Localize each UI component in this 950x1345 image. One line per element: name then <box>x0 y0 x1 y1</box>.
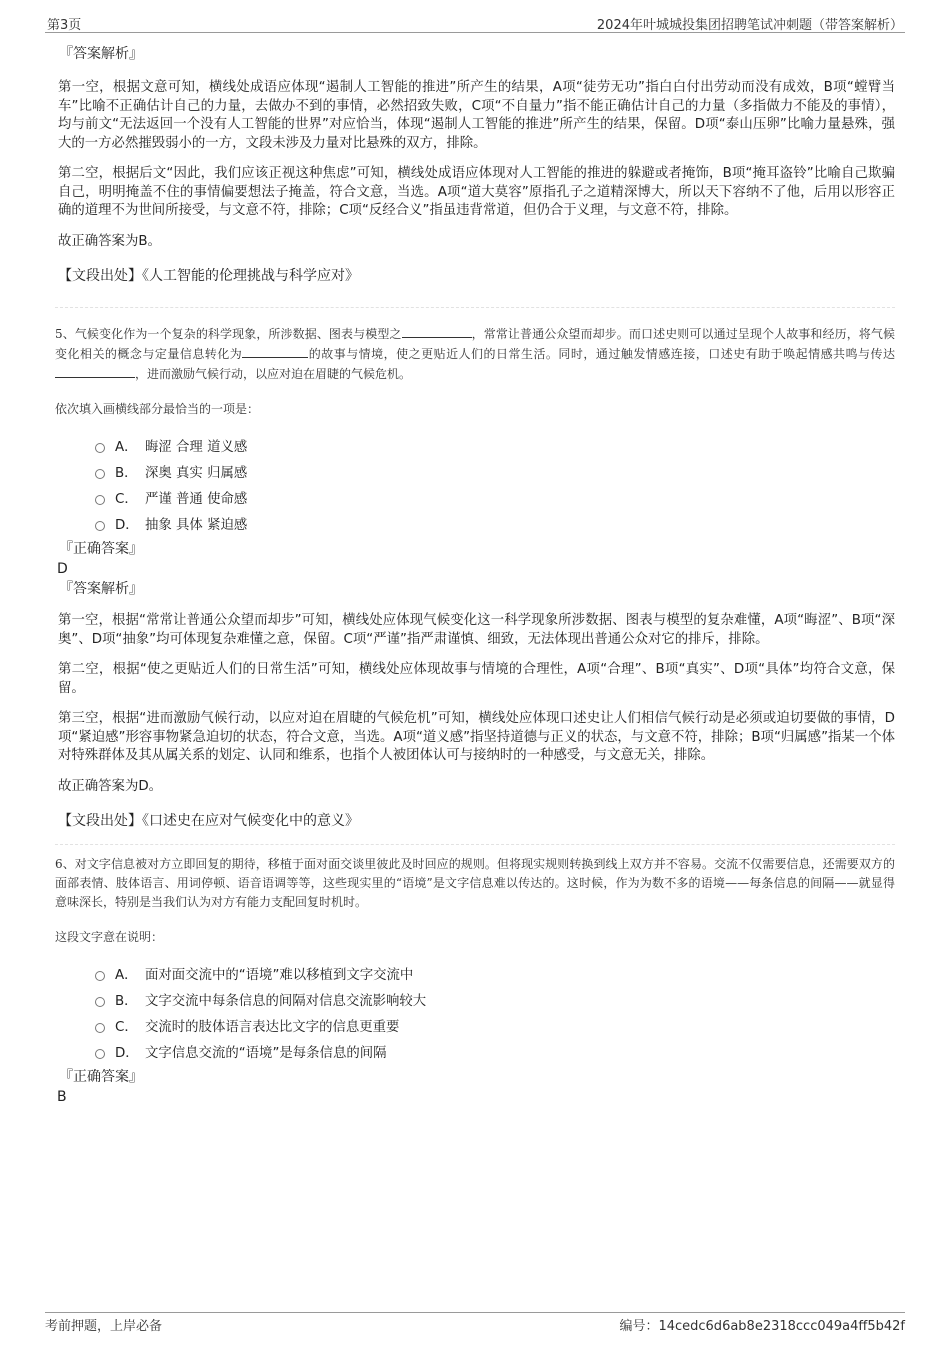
question-5 <box>55 324 895 830</box>
option-letter: B． <box>115 465 138 481</box>
correct-answer: B <box>57 1089 67 1105</box>
correct-answer-label: 『正确答案』 <box>59 541 143 557</box>
radio-icon[interactable] <box>95 971 105 981</box>
analysis-paragraph-2: 第二空，根据“使之更贴近人们的日常生活”可知，横线处应体现故事与情境的合理性，A项“合理”、B项“真实”、D项“具体”均符合文意，保留。 <box>58 662 895 696</box>
radio-icon[interactable] <box>95 443 105 453</box>
option-text: 严谨 普通 使命感 <box>145 491 248 507</box>
document-id: 编号：14cedc6d6ab8e2318ccc049a4ff5b42f <box>619 1319 905 1334</box>
q5-text-part: 5、气候变化作为一个复杂的科学现象，所涉数据、图表与模型之 <box>55 327 402 341</box>
page-header <box>45 10 905 33</box>
option-text: 面对面交流中的“语境”难以移植到文字交流中 <box>145 967 414 983</box>
radio-icon[interactable] <box>95 1023 105 1033</box>
option-a[interactable] <box>95 960 895 986</box>
option-b[interactable] <box>95 986 895 1012</box>
radio-icon[interactable] <box>95 521 105 531</box>
analysis-paragraph-2: 第二空，根据后文“因此，我们应该正视这种焦虑”可知，横线处成语应体现对人工智能的推进的躲避或者掩饰，B项“掩耳盗铃”比喻自己欺骗自己，明明掩盖不住的事情偏要想法子掩盖，符合文意，当选。A项“道大莫容”原指孔子之道精深博大，所以天下容纳不了他，后用以形容正确的道理不为世间所接受，与文意不符，排除；C项“反经合义”指虽违背常道，但仍合于义理，与文意不符，排除。 <box>58 166 895 218</box>
question-6-prompt: 这段文字意在说明： <box>55 930 164 944</box>
q4-analysis <box>55 45 895 285</box>
option-letter: A． <box>115 439 138 455</box>
question-5-prompt: 依次填入画横线部分最恰当的一项是： <box>55 402 260 416</box>
option-b[interactable] <box>95 458 895 484</box>
analysis-label: 『答案解析』 <box>59 46 143 62</box>
radio-icon[interactable] <box>95 469 105 479</box>
analysis-conclusion: 故正确答案为B。 <box>58 233 161 249</box>
page-number: 第3页 <box>47 18 82 33</box>
source-citation: 【文段出处】《口述史在应对气候变化中的意义》 <box>58 813 359 829</box>
radio-icon[interactable] <box>95 495 105 505</box>
option-letter: B． <box>115 993 138 1009</box>
option-c[interactable] <box>95 1012 895 1038</box>
question-6 <box>55 855 895 1106</box>
footer-slogan: 考前押题，上岸必备 <box>45 1319 163 1334</box>
analysis-conclusion: 故正确答案为D。 <box>58 778 163 794</box>
fill-blank <box>242 344 308 358</box>
radio-icon[interactable] <box>95 997 105 1007</box>
question-5-text <box>55 324 895 384</box>
option-d[interactable] <box>95 510 895 536</box>
option-letter: D． <box>115 1045 139 1061</box>
page-footer <box>45 1312 905 1334</box>
question-5-options <box>95 432 895 536</box>
option-letter: A． <box>115 967 138 983</box>
q5-text-part: ，进而激励气候行动，以应对迫在眉睫的气候危机。 <box>135 367 412 381</box>
radio-icon[interactable] <box>95 1049 105 1059</box>
option-text: 抽象 具体 紧迫感 <box>145 517 248 533</box>
source-citation: 【文段出处】《人工智能的伦理挑战与科学应对》 <box>58 268 359 284</box>
analysis-paragraph-3: 第三空，根据“进而激励气候行动，以应对迫在眉睫的气候危机”可知，横线处应体现口述史让人们相信气候行动是必须或迫切要做的事情，D项“紧迫感”形容事物紧急迫切的状态，符合文意，当选。A项“道义感”指坚持道德与正义的状态，与文意不符，排除；B项“归属感”指某一个体对特殊群体及其从属关系的划定、认同和维系，也指个人被团体认可与接纳时的一种感受，与文意无关，排除。 <box>58 711 895 763</box>
correct-answer-label: 『正确答案』 <box>59 1069 143 1085</box>
section-divider <box>55 844 895 845</box>
question-6-options <box>95 960 895 1064</box>
option-d[interactable] <box>95 1038 895 1064</box>
option-text: 文字交流中每条信息的间隔对信息交流影响较大 <box>145 993 427 1009</box>
option-letter: C． <box>115 1019 138 1035</box>
fill-blank <box>55 364 135 378</box>
q5-text-part: 的故事与情境，使之更贴近人们的日常生活。同时，通过触发情感连接，口述史有助于唤起情感共鸣与传达 <box>308 347 895 361</box>
option-text: 深奥 真实 归属感 <box>145 465 248 481</box>
option-letter: D． <box>115 517 139 533</box>
option-text: 晦涩 合理 道义感 <box>145 439 248 455</box>
question-6-text: 6、对文字信息被对方立即回复的期待，移植于面对面交谈里彼此及时回应的规则。但将现实规则转换到线上双方并不容易。交流不仅需要信息，还需要双方的面部表情、肢体语言、用词停顿、语音语调等等，这些现实里的“语境”是文字信息难以传达的。这时候，作为为数不多的语境——每条信息的间隔——就显得意味深长，特别是当我们认为对方有能力支配回复时机时。 <box>55 857 895 909</box>
analysis-paragraph-1: 第一空，根据“常常让普通公众望而却步”可知，横线处应体现气候变化这一科学现象所涉数据、图表与模型的复杂难懂，A项“晦涩”、B项“深奥”、D项“抽象”均可体现复杂难懂之意，保留。C项“严谨”指严肃谨慎、细致，无法体现出普通公众对它的排斥，排除。 <box>58 613 895 647</box>
option-c[interactable] <box>95 484 895 510</box>
fill-blank <box>402 324 472 338</box>
option-a[interactable] <box>95 432 895 458</box>
analysis-label: 『答案解析』 <box>59 581 143 597</box>
analysis-paragraph-1: 第一空，根据文意可知，横线处成语应体现“遏制人工智能的推进”所产生的结果，A项“徒劳无功”指白白付出劳动而没有成效，B项“螳臂当车”比喻不正确估计自己的力量，去做办不到的事情，必然招致失败，C项“不自量力”指不能正确估计自己的力量（多指做力不能及的事情），均与前文“无法返回一个没有人工智能的世界”对应恰当，体现“遏制人工智能的推进”所产生的结果，保留。D项“泰山压卵”比喻力量悬殊，强大的一方必然摧毁弱小的一方，文段未涉及力量对比悬殊的双方，排除。 <box>58 80 895 151</box>
section-divider <box>55 307 895 308</box>
q5-text-part: ，常常让普通公众望而却步。而口述史则可以通过呈现个人故事和经历，将气候变化相关的概念与定量信息转化为 <box>55 327 895 361</box>
option-text: 交流时的肢体语言表达比文字的信息更重要 <box>145 1019 400 1035</box>
option-letter: C． <box>115 491 138 507</box>
option-text: 文字信息交流的“语境”是每条信息的间隔 <box>145 1045 387 1061</box>
correct-answer: D <box>57 561 68 577</box>
document-title: 2024年叶城城投集团招聘笔试冲刺题（带答案解析） <box>596 18 903 33</box>
document-body <box>55 45 895 1106</box>
